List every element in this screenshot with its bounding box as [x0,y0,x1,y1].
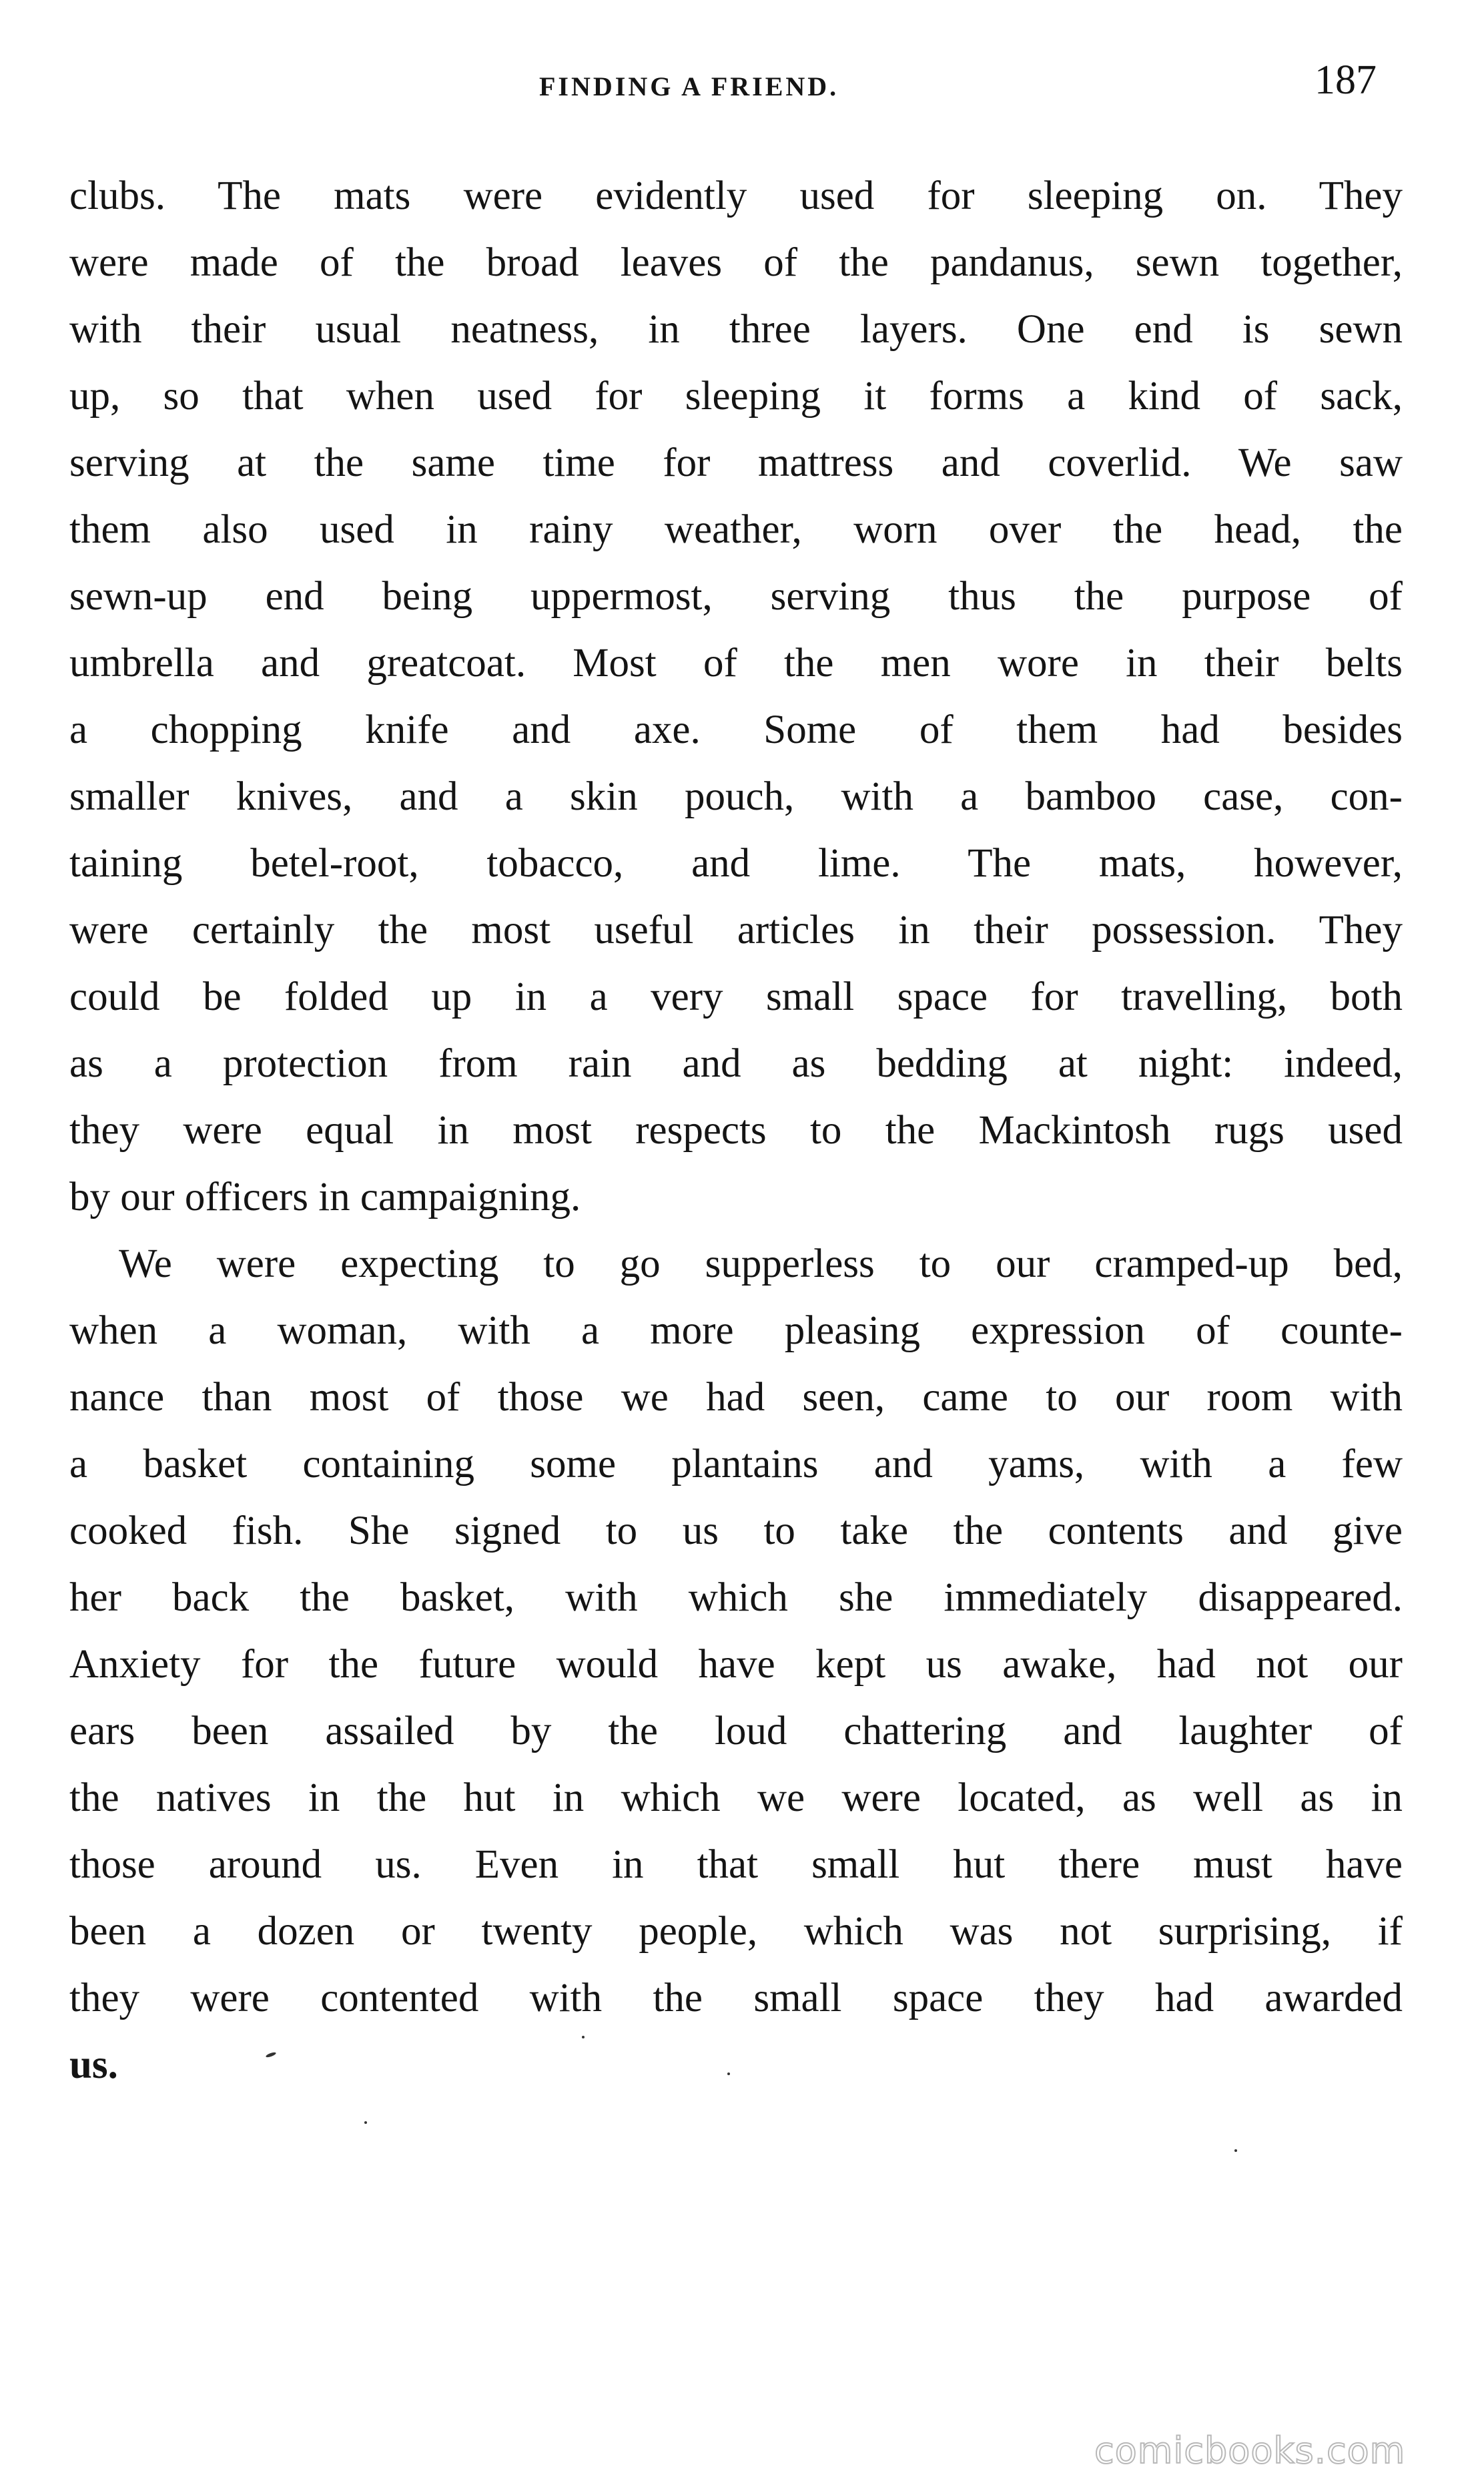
text-line: with their usual neatness, in three layers. One end is sewn [69,307,1403,352]
text-line: them also used in rainy weather, worn over the head, the [69,507,1403,552]
text-line: cooked fish. She signed to us to take the contents and give [69,1508,1403,1553]
ink-speck [1234,2149,1237,2152]
text-line: sewn-up end being uppermost, serving thus the purpose of [69,574,1403,619]
text-line: as a protection from rain and as bedding at night: indeed, [69,1041,1403,1086]
text-line: those around us. Even in that small hut there must have [69,1842,1403,1887]
text-line: they were equal in most respects to the Mackintosh rugs used [69,1108,1403,1153]
text-line: a basket containing some plantains and yams, with a few [69,1442,1403,1486]
text-line: they were contented with the small space they had awarded [69,1976,1403,2020]
ink-speck [364,2121,367,2124]
text-line: We were expecting to go supperless to our cramped-up bed, [119,1241,1403,1286]
text-line: umbrella and greatcoat. Most of the men wore in their belts [69,641,1403,685]
text-line: were made of the broad leaves of the pandanus, sewn together, [69,240,1403,285]
text-line: could be folded up in a very small space for travelling, both [69,975,1403,1019]
text-line: been a dozen or twenty people, which was not surprising, if [69,1909,1403,1954]
text-line: were certainly the most useful articles in their possession. They [69,908,1403,952]
text-line: when a woman, with a more pleasing expression of counte- [69,1308,1403,1353]
ink-speck [582,2036,585,2038]
text-line: Anxiety for the future would have kept us awake, had not our [69,1642,1403,1687]
watermark: comicbooks.com [1094,2430,1406,2472]
text-line: up, so that when used for sleeping it forms a kind of sack, [69,374,1403,419]
text-line: clubs. The mats were evidently used for sleeping on. They [69,174,1403,218]
text-line: smaller knives, and a skin pouch, with a bamboo case, con- [69,774,1403,819]
text-line: nance than most of those we had seen, came to our room with [69,1375,1403,1420]
ink-speck [727,2072,730,2075]
text-line: ears been assailed by the loud chattering and laughter of [69,1709,1403,1753]
text-line: by our officers in campaigning. [69,1175,581,1219]
page-number: 187 [1315,57,1377,103]
text-line: a chopping knife and axe. Some of them had besides [69,708,1403,752]
running-title: FINDING A FRIEND. [539,71,839,101]
text-line: the natives in the hut in which we were located, as well as in [69,1775,1403,1820]
text-line: her back the basket, with which she immediately disappeared. [69,1575,1403,1620]
text-line: taining betel-root, tobacco, and lime. The mats, however, [69,841,1403,886]
text-line: us. [69,2042,118,2087]
text-line: serving at the same time for mattress and coverlid. We saw [69,441,1403,485]
